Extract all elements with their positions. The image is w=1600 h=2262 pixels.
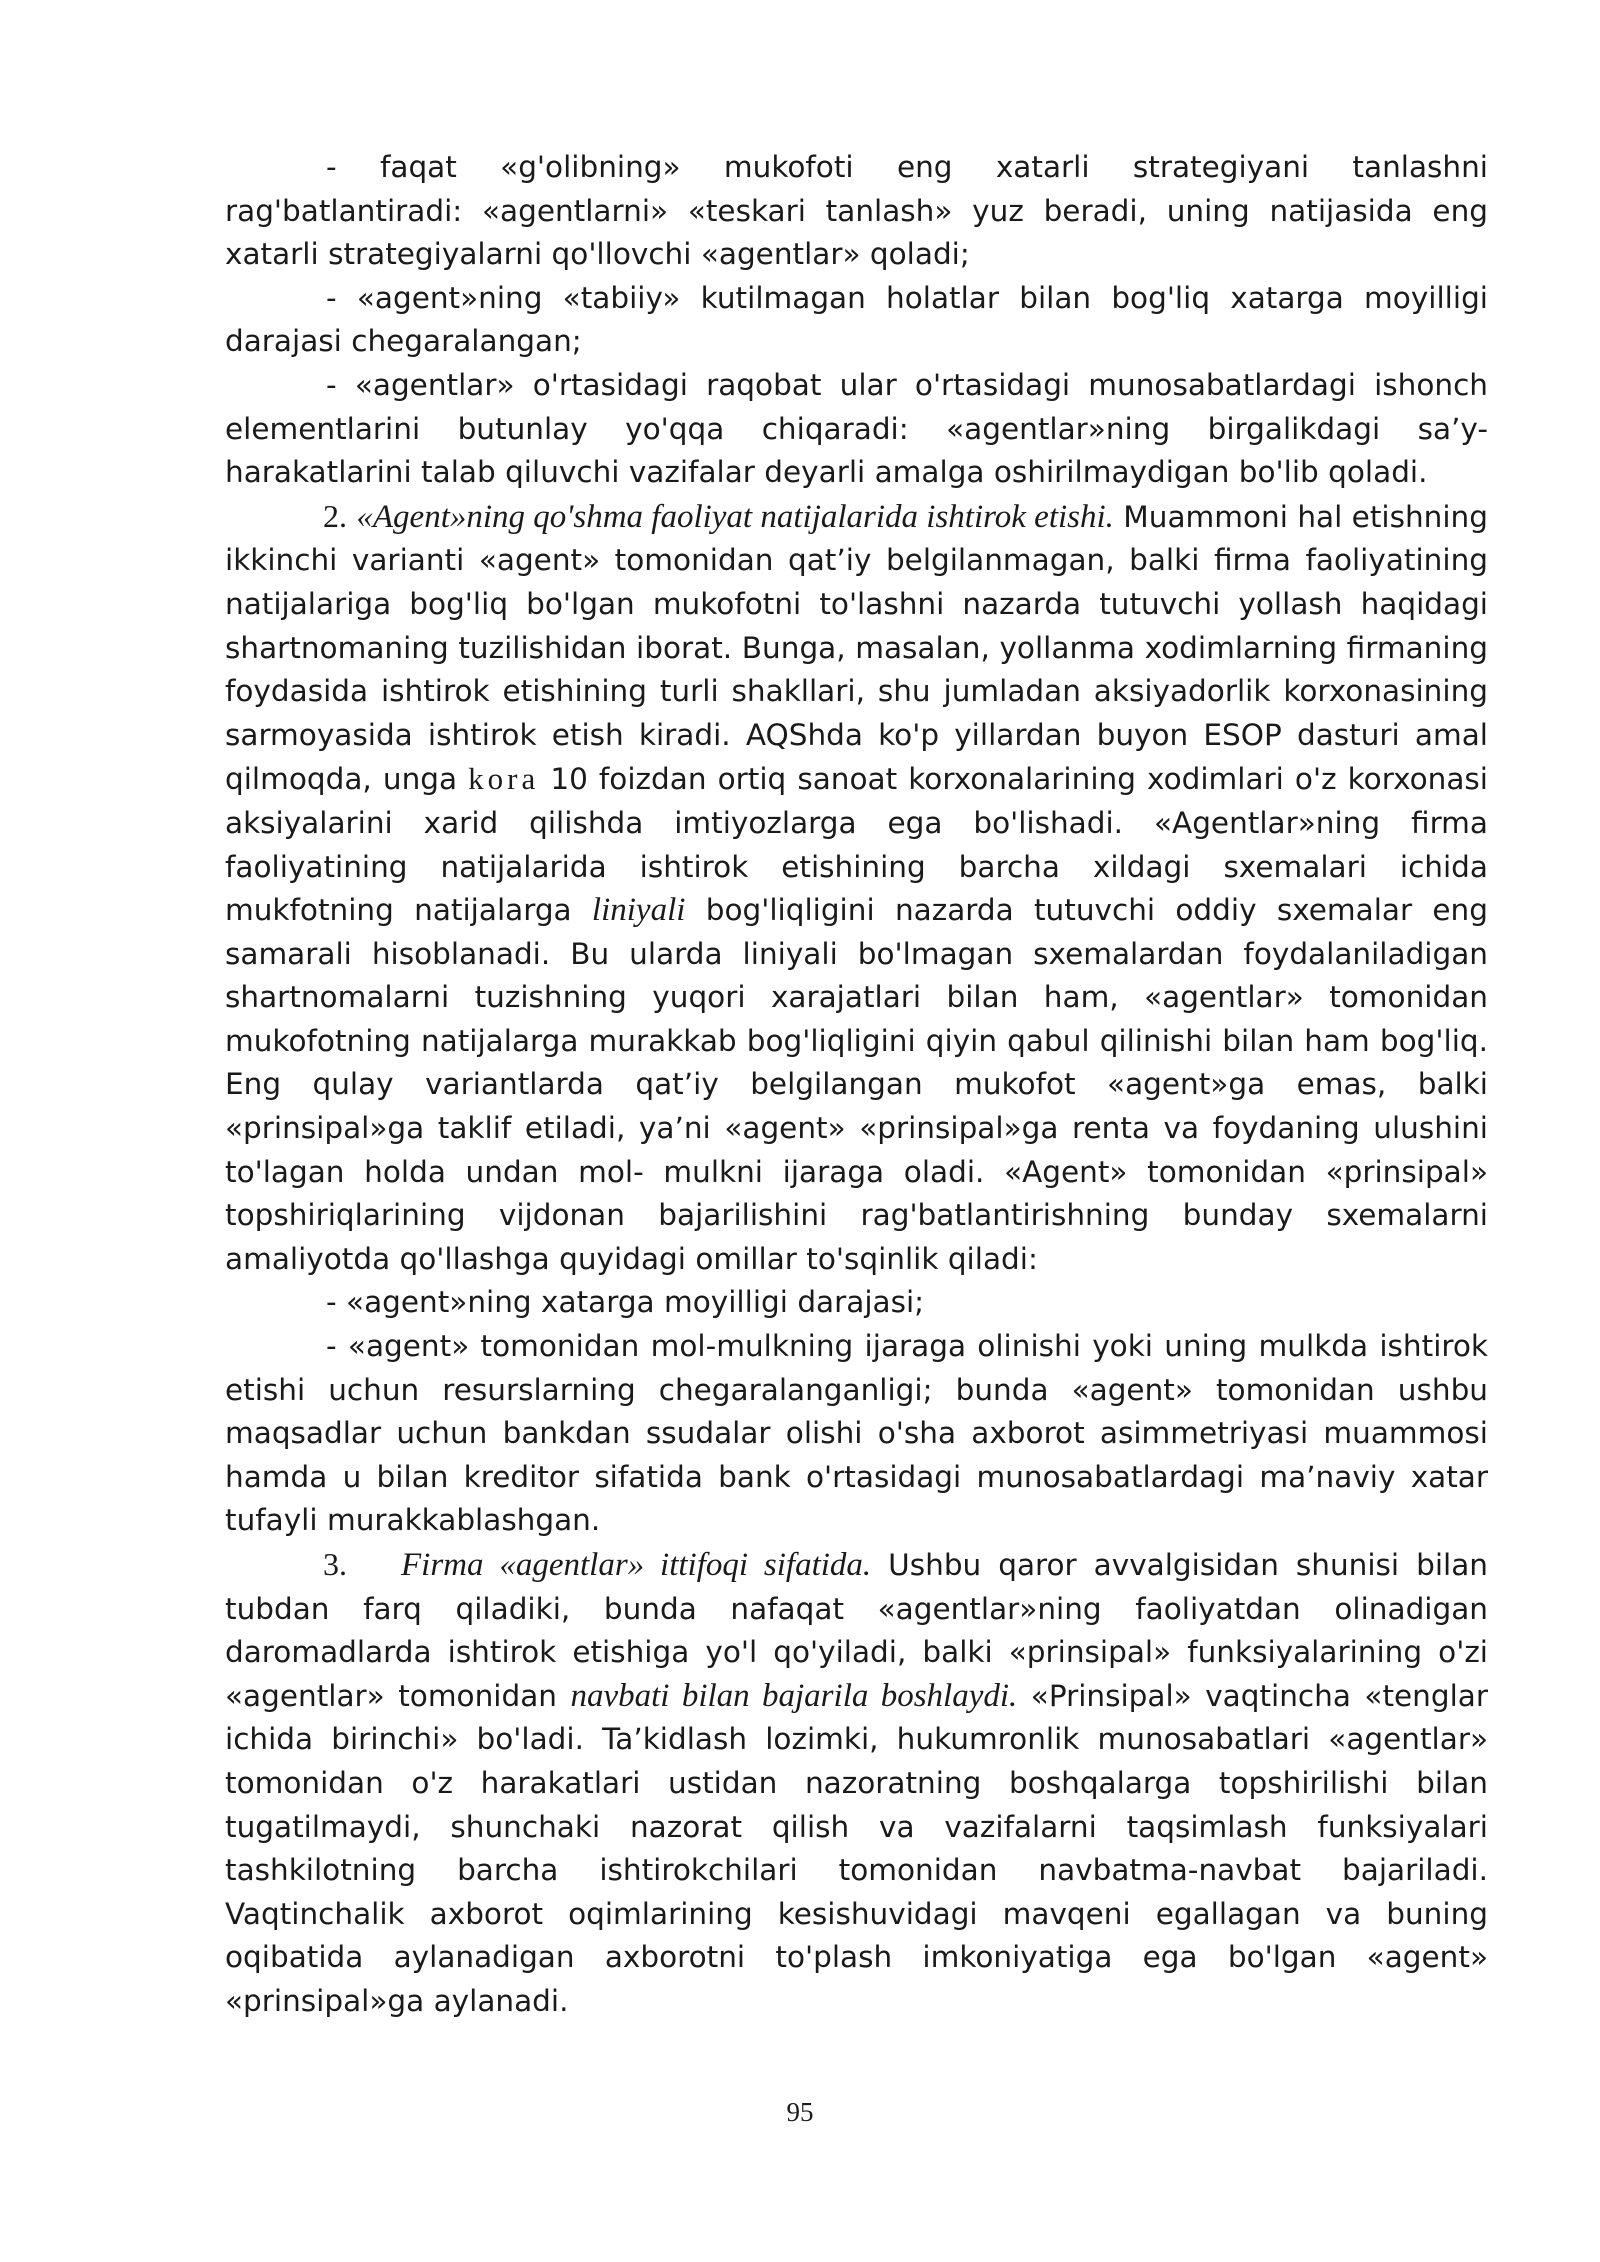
section-2-text-c: bog'liqligini nazarda tutuvchi oddiy sxemalar eng samarali hisoblanadi. Bu ularda liniyali bo'lmagan sxemalardan foydalaniladigan shartnomalarni tuzishning yuqori xarajatlari bilan ham, «agentlar» tomonidan mukofotning natijalarga murakkab bog'liqligini qiyin qabul qilinishi bilan ham bog'liq. Eng qulay variantlarda qat’iy belgilangan mukofot «agent»ga emas, balki «prinsipal»ga taklif etiladi, ya’ni «agent» «prinsipal»ga renta va foydaning ulushini to'lagan holda undan mol- mulkni ijaraga oladi. «Agent» tomonidan «prinsipal» topshiriqlarining vijdonan bajarilishini rag'batlantirishning bunday sxemalarni amaliyotda qo'llashga quyidagi omillar to'sqinlik qiladi:: [225, 893, 1488, 1276]
section-3-italic-phrase: navbati bilan bajarila boshlaydi.: [570, 1677, 1018, 1714]
section-2-title: «Agent»ning qo'shma faoliyat natijalarida ishtirok etishi.: [356, 498, 1114, 535]
document-body: [225, 146, 1488, 2024]
bullet-item: - «agent»ning «tabiiy» kutilmagan holatlar bilan bog'liq xatarga moyilligi darajasi chegaralangan;: [225, 280, 1488, 359]
section-3-text-a: Ushbu qaror avvalgisidan shunisi bilan tubdan farq qiladiki, bunda nafaqat «agentlar»ning faoliyatdan olinadigan daromadlarda ishtirok etishiga yo'l qo'yiladi, balki «prinsipal» funksiyalarining o'zi «agentlar» tomonidan: [225, 1548, 1488, 1713]
section-3-text-b: «Prinsipal» vaqtincha «tenglar ichida birinchi» bo'ladi. Ta’kidlash lozimki, hukumronlik munosabatlari «agentlar» tomonidan o'z harakatlari ustidan nazoratning boshqalarga topshirilishi bilan tugatilmaydi, shunchaki nazorat qilish va vazifalarni taqsimlash funksiyalari tashkilotning barcha ishtirokchilari tomonidan navbatma-navbat bajariladi. Vaqtinchalik axborot oqimlarining kesishuvidagi mavqeni egallagan va buning oqibatida aylanadigan axborotni to'plash imkoniyatiga ega bo'lgan «agent» «prinsipal»ga aylanadi.: [225, 1678, 1489, 2018]
section-3-paragraph: [225, 1543, 1488, 2024]
section-2-word-liniyali: liniyali: [591, 892, 686, 929]
section-2-text-a: Muammoni hal etishning ikkinchi varianti «agent» tomonidan qat’iy belgilanmagan, balki firma faoliyatining natijalariga bog'liq bo'lgan mukofotni to'lashni nazarda tutuvchi yollash haqidagi shartnomaning tuzilishidan iborat. Bunga, masalan, yollanma xodimlarning firmaning foydasida ishtirok etishining turli shakllari, shu jumladan aksiyadorlik korxonasining sarmoyasida ishtirok etish kiradi. AQShda ko'p yillardan buyon ESOP dasturi amal qilmoqda, unga: [225, 499, 1488, 797]
section-2-number: 2.: [323, 497, 347, 534]
bullet-item: - «agent»ning xatarga moyilligi darajasi;: [326, 1285, 925, 1320]
bullet-item: - faqat «g'olibning» mukofoti eng xatarli strategiyani tanlashni rag'batlantiradi: «agentlarni» «teskari tanlash» yuz beradi, uning natijasida eng xatarli strategiyalarni qo'llovchi «agentlar» qoladi;: [225, 150, 1488, 272]
section-3-title: Firma «agentlar» ittifoqi sifatida.: [401, 1547, 872, 1583]
bullet-item: - «agentlar» o'rtasidagi raqobat ular o'rtasidagi munosabatlardagi ishonch elementlarini butunlay yo'qqa chiqaradi: «agentlar»ning birgalikdagi sa’y-harakatlarini talab qiluvchi vazifalar deyarli amalga oshirilmaydigan bo'lib qoladi.: [225, 367, 1488, 490]
section-2-paragraph: [225, 495, 1488, 1282]
section-3-number: 3.: [323, 1546, 347, 1582]
section-2-word-kora: kora: [468, 761, 540, 797]
bullet-item: - «agent» tomonidan mol-mulkning ijaraga olinishi yoki uning mulkda ishtirok etishi uchun resurslarning chegaralanganligi; bunda «agent» tomonidan ushbu maqsadlar uchun bankdan ssudalar olishi o'sha axborot asimmetriyasi muammosi hamda u bilan kreditor sifatida bank o'rtasidagi munosabatlardagi ma’naviy xatar tufayli murakkablashgan.: [225, 1329, 1488, 1538]
section-2-text-b: 10 foizdan ortiq sanoat korxonalarining xodimlari o'z korxonasi aksiyalarini xarid qilishda imtiyozlarga ega bo'lishadi. «Agentlar»ning firma faoliyatining natijalarida ishtirok etishining barcha xildagi sxemalari ichida mukfotning natijalarga: [225, 762, 1489, 928]
page-number: 95: [786, 2097, 814, 2127]
